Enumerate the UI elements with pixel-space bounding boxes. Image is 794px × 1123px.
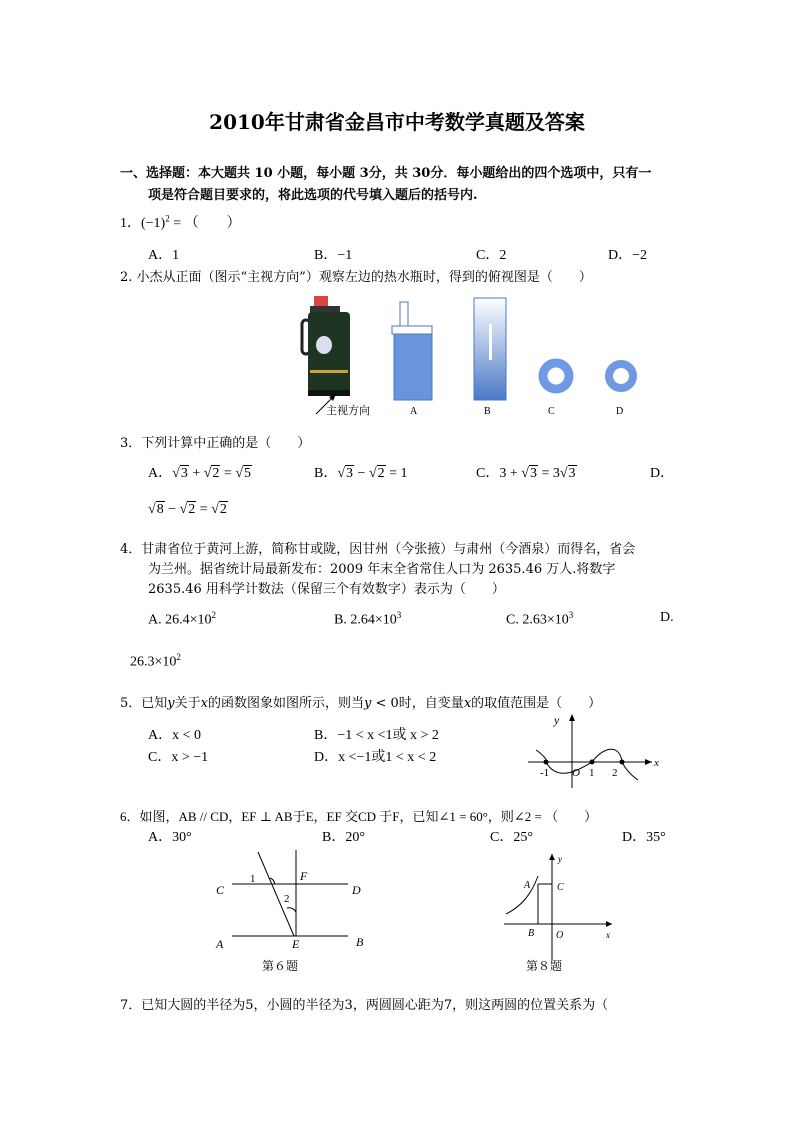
figure-8 (500, 848, 620, 978)
svg-text:B: B (356, 935, 364, 949)
thermos-image (302, 296, 350, 396)
figure-8-caption: 第８题 (526, 959, 563, 973)
svg-text:F: F (300, 869, 308, 883)
svg-text:-1: -1 (540, 767, 550, 779)
option-a-figure (392, 302, 432, 400)
svg-text:2: 2 (284, 893, 290, 905)
question-4-option-d: $26.3\times 10^2$ (130, 652, 181, 670)
svg-text:2: 2 (612, 767, 618, 779)
svg-text:x: x (606, 930, 610, 940)
direction-label: 主视方向 (326, 405, 370, 417)
svg-text:B: B (484, 406, 491, 417)
question-4-option-d-label: D. (660, 610, 674, 625)
svg-text:D: D (352, 883, 361, 897)
question-3-option-d-label: D． (650, 466, 675, 481)
svg-text:A: A (216, 937, 224, 951)
svg-text:E: E (292, 937, 300, 951)
question-3-option-b: B．√3 − √2 = 1 (314, 466, 408, 481)
svg-text:O: O (556, 930, 564, 941)
question-1-option-d: D．−2 (608, 248, 648, 263)
question-2-stem: 2. 小杰从正面（图示“主视方向”）观察左边的热水瓶时，得到的俯视图是（ ） (120, 270, 592, 285)
question-3-option-c: C．3 + √3 = 3√3 (476, 466, 576, 481)
question-3-option-a: A．√3 + √2 = √5 (148, 466, 251, 481)
question-7-stem: 7．已知大圆的半径为5，小圆的半径为3，两圆圆心距为7，则这两圆的位置关系为（ (120, 998, 609, 1013)
question-5-option-b: B．−1 < x <1或 x > 2 (314, 728, 439, 743)
question-5-option-c: C．x > −1 (148, 750, 209, 765)
svg-text:C: C (216, 883, 225, 897)
question-3-stem: 3．下列计算中正确的是（ ） (120, 436, 311, 451)
question-6-option-b: B．20° (322, 830, 365, 845)
question-5-graph (524, 710, 664, 790)
svg-text:O: O (572, 767, 580, 779)
svg-text:x: x (654, 757, 659, 769)
question-4-line3: 2635.46 用科学计数法（保留三个有效数字）表示为（ ） (148, 582, 505, 597)
section-instruction-line2: 项是符合题目要求的，将此选项的代号填入题后的括号内. (148, 188, 478, 203)
question-4-option-c: C. $2.63\times 10^3$ (506, 610, 574, 628)
option-c-ring (543, 363, 569, 389)
question-5-option-a: A．x < 0 (148, 728, 202, 743)
question-6-stem: 6．如图，AB // CD，EF ⊥ AB于E，EF 交CD 于F，已知∠1 = 60°，则∠2 = （ ） (120, 809, 598, 824)
svg-text:C: C (557, 882, 564, 893)
question-4-line2: 为兰州。据省统计局最新发布：2009 年末全省常住人口为 2635.46 万人.将数字 (148, 562, 616, 577)
question-2-figure (296, 290, 646, 420)
question-6-option-c: C．25° (490, 830, 533, 845)
question-5-option-d: D．x <−1或1 < x < 2 (314, 750, 437, 765)
svg-text:A: A (524, 880, 531, 891)
question-1-option-a: A．1 (148, 248, 180, 263)
figure-6-caption: 第６题 (262, 959, 299, 973)
section-instruction-line1: 一、选择题：本大题共 10 小题，每小题 3分，共 30分．每小题给出的四个选项中，只有一 (120, 166, 652, 181)
question-1-stem: 1．$(-1)^2$ = （ ） (120, 213, 241, 231)
page-title: 2010年甘肃省金昌市中考数学真题及答案 (209, 110, 585, 134)
svg-text:A: A (410, 406, 418, 417)
question-4-option-a: A. $26.4\times 10^2$ (148, 610, 217, 628)
option-d-ring (609, 364, 633, 388)
svg-text:y: y (554, 713, 560, 727)
option-b-figure (474, 298, 506, 400)
svg-text:D: D (616, 406, 624, 417)
figure-6 (210, 848, 380, 978)
svg-text:C: C (548, 406, 555, 417)
question-1-option-c: C．2 (476, 248, 507, 263)
question-4-line1: 4．甘肃省位于黄河上游，简称甘或陇，因甘州（今张掖）与肃州（今酒泉）而得名，省会 (120, 542, 636, 557)
svg-text:1: 1 (589, 767, 595, 779)
question-6-option-a: A．30° (148, 830, 192, 845)
svg-text:B: B (528, 928, 535, 939)
question-5-stem: 5．已知y关于x的函数图象如图所示，则当y < 0时，自变量x的取值范围是（ ） (120, 696, 602, 711)
question-6-option-d: D．35° (622, 830, 666, 845)
question-1-option-b: B．−1 (314, 248, 353, 263)
svg-text:y: y (558, 854, 562, 864)
svg-text:1: 1 (250, 873, 256, 885)
question-4-option-b: B. $2.64\times 10^3$ (334, 610, 402, 628)
question-3-option-d: √8 − √2 = √2 (148, 502, 227, 517)
